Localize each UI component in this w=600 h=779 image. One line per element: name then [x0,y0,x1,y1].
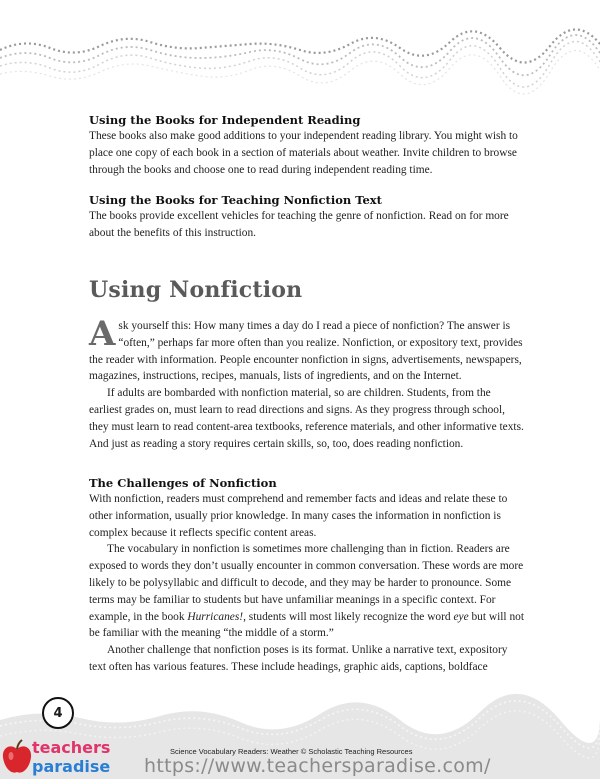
challenges-paragraph-3: Another challenge that nonfiction poses is its format. Unlike a narrative text, expository text often has various features. These include headings, graphic aids, captions, boldface [89,644,508,673]
intro-paragraph-1-text: sk yourself this: How many times a day do I read a piece of nonfiction? The answer is “often,” perhaps far more often than you realize. Nonfiction, or expository text, provides the reader with information. People encounter nonfiction in signs, advertisements, newspapers, magazines, instructions, recipes, manuals, lists of ingredients, and on the Internet. [89,320,523,383]
section-independent-reading [89,112,525,178]
main-heading-block [89,277,525,303]
section-body: These books also make good additions to your independent reading library. You might wish to place one copy of each book in a section of materials about weather. Invite children to browse through the books and choose one to read during independent reading time. [89,130,518,176]
section-heading: Using the Books for Teaching Nonfiction Text [89,193,382,207]
teachersparadise-logo [2,737,132,779]
section-heading: The Challenges of Nonfiction [89,476,277,490]
challenges-section [89,475,525,676]
challenges-paragraph-2 [89,541,525,642]
drop-cap: A [89,314,116,354]
logo-text-teachers: teachers [32,738,111,757]
apple-icon [2,739,32,777]
text-run: , students will most likely recognize the word [243,610,454,623]
footer-credit: Science Vocabulary Readers: Weather © Scholastic Teaching Resources [170,747,413,756]
text-run: The vocabulary in nonfiction is sometimes more challenging than in fiction. Readers are exposed to words they don’t usually encounter in common conversation. These words are more likely to be polysyllabic and difficult to decode, and they may be harder to pronounce. Some terms may be familiar to students but have unfamiliar meanings in a specific context. For example, in the book [89,543,524,623]
challenges-paragraph-1: With nonfiction, readers must comprehend and remember facts and ideas and relate these to other information, usually prior knowledge. In many cases the information in nonfiction is complex because it reflects specific content areas. [89,493,508,539]
website-url-watermark[interactable]: https://www.teachersparadise.com/ [144,755,491,777]
section-heading: Using the Books for Independent Reading [89,113,361,127]
page-title: Using Nonfiction [89,277,303,303]
emphasized-word: eye [453,610,469,623]
page-number: 4 [42,697,74,729]
intro-paragraph-2: If adults are bombarded with nonfiction material, so are children. Students, from the earliest grades on, must learn to read directions and signs. As they progress through school, they must learn to read content-area textbooks, reference materials, and other informative texts. And just as reading a story requires certain skills, so, too, does reading nonfiction. [89,387,524,450]
intro-section [89,314,525,452]
section-body: The books provide excellent vehicles for teaching the genre of nonfiction. Read on for more about the benefits of this instruction. [89,210,509,239]
section-teaching-nonfiction [89,192,525,242]
logo-text-paradise: paradise [32,757,111,776]
book-title: Hurricanes! [187,610,244,623]
decorative-wave-border [0,28,600,98]
text-run: but will not be familiar with the meaning “the middle of a storm.” [89,610,524,640]
intro-paragraph-1 [89,314,525,385]
